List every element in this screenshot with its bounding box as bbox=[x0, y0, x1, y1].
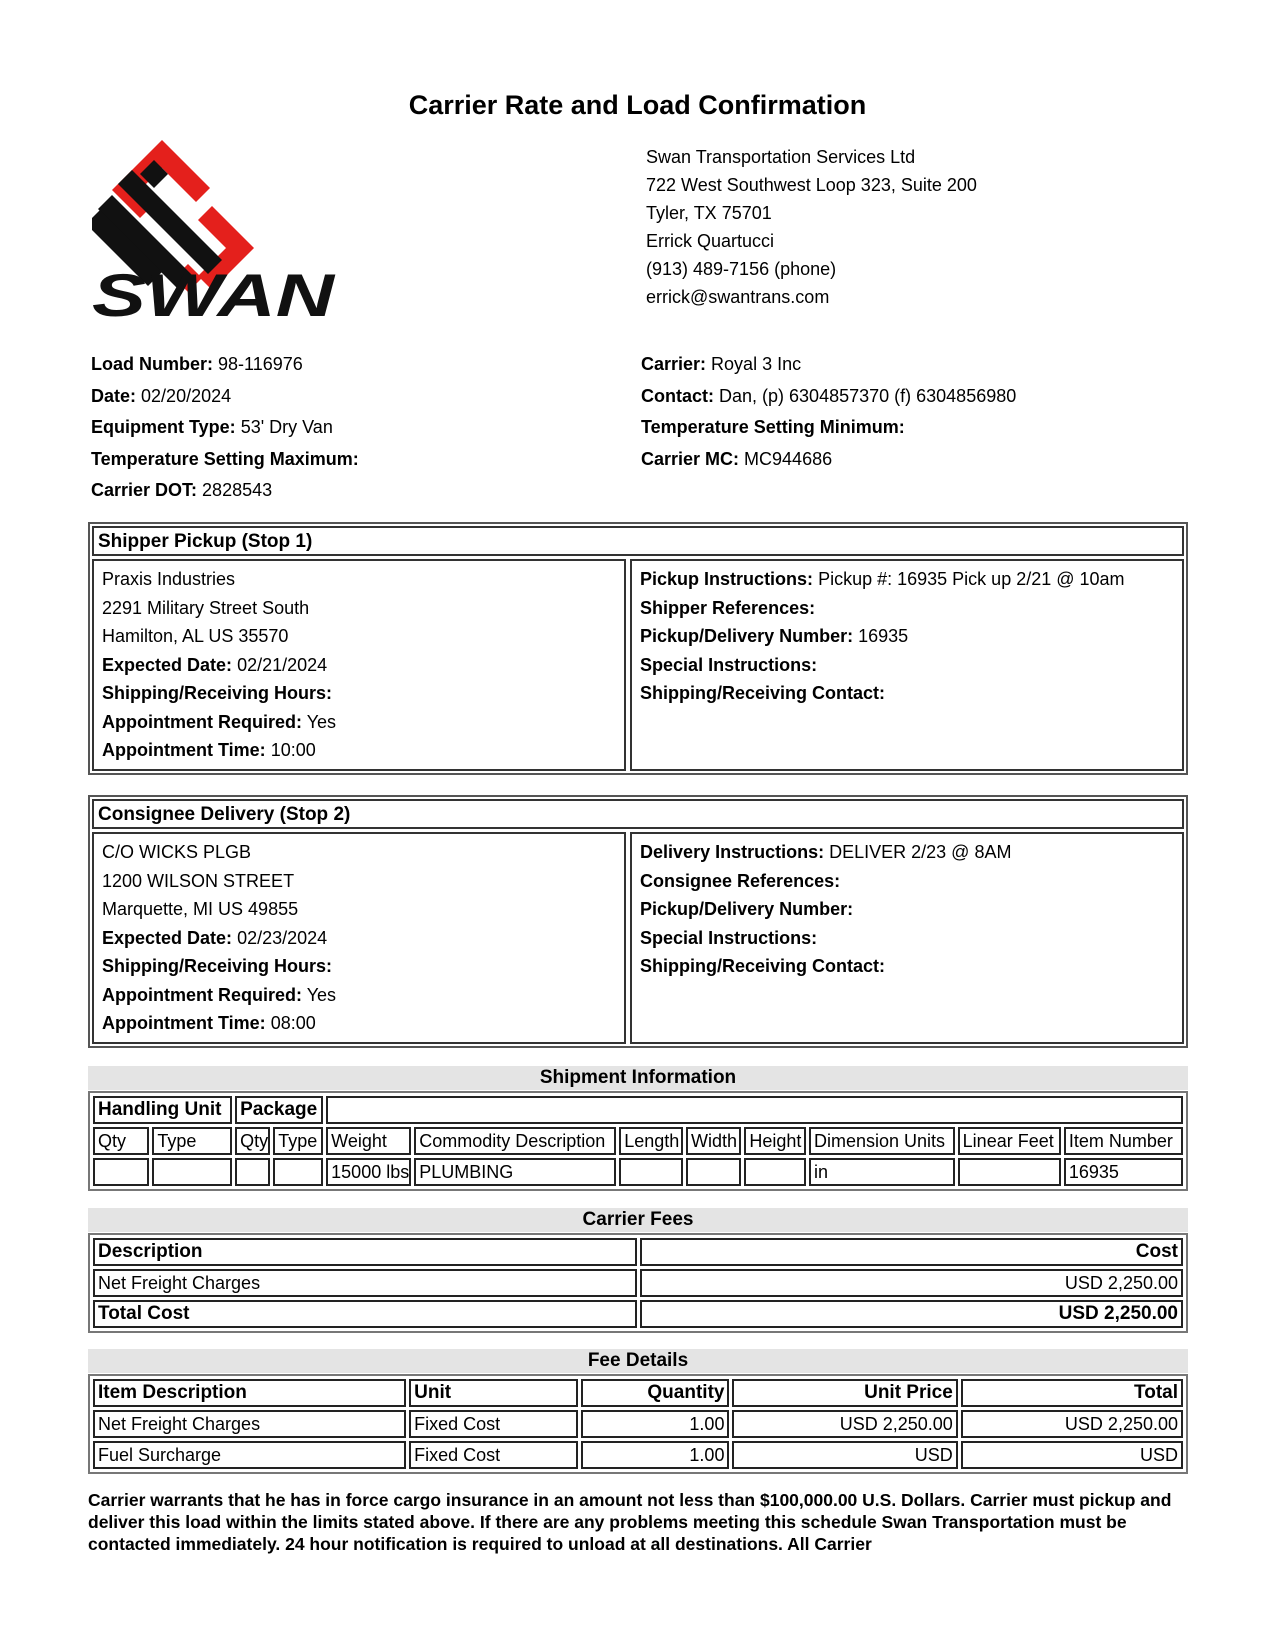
column-header: Weight bbox=[326, 1127, 411, 1155]
hours-label: Shipping/Receiving Hours: bbox=[102, 683, 333, 703]
table-cell: USD bbox=[961, 1441, 1183, 1469]
company-phone: (913) 489-7156 (phone) bbox=[646, 259, 837, 279]
mc-label: Carrier MC: bbox=[641, 448, 740, 469]
table-row bbox=[93, 1158, 1183, 1186]
table-cell: PLUMBING bbox=[414, 1158, 616, 1186]
table-cell: Fixed Cost bbox=[409, 1441, 578, 1469]
table-cell: in bbox=[809, 1158, 955, 1186]
company-contact: Errick Quartucci bbox=[646, 231, 775, 251]
column-header: Type bbox=[273, 1127, 323, 1155]
hours-label: Shipping/Receiving Hours: bbox=[102, 956, 333, 976]
pd-number-label: Pickup/Delivery Number: bbox=[640, 899, 854, 919]
mc-value: MC944686 bbox=[744, 448, 833, 469]
table-cell: USD bbox=[732, 1441, 957, 1469]
column-header: Length bbox=[619, 1127, 683, 1155]
column-header: Qty bbox=[93, 1127, 149, 1155]
date-label: Date: bbox=[91, 385, 137, 406]
table-cell: Fixed Cost bbox=[409, 1410, 578, 1438]
load-meta-left bbox=[91, 349, 359, 507]
table-cell bbox=[93, 1158, 149, 1186]
column-header: Qty bbox=[235, 1127, 270, 1155]
shipment-group-row bbox=[93, 1096, 1183, 1124]
column-header: Dimension Units bbox=[809, 1127, 955, 1155]
stop-name: C/O WICKS PLGB bbox=[102, 842, 252, 862]
table-cell bbox=[235, 1158, 270, 1186]
table-cell bbox=[686, 1158, 741, 1186]
swan-logo bbox=[92, 140, 342, 325]
column-header: Quantity bbox=[581, 1379, 729, 1407]
carrier-fees-table bbox=[88, 1233, 1188, 1333]
fee-description: Net Freight Charges bbox=[93, 1269, 637, 1297]
stop-instructions-col bbox=[630, 832, 1184, 1044]
table-cell: 1.00 bbox=[581, 1441, 729, 1469]
contact-value: Dan, (p) 6304857370 (f) 6304856980 bbox=[719, 385, 1017, 406]
expected-date: 02/23/2024 bbox=[237, 927, 328, 948]
section-header: Consignee Delivery (Stop 2) bbox=[92, 799, 1184, 829]
load-meta-right bbox=[641, 349, 1016, 475]
table-cell: Net Freight Charges bbox=[93, 1410, 406, 1438]
carrier-value: Royal 3 Inc bbox=[711, 354, 802, 374]
equipment-label: Equipment Type: bbox=[91, 417, 236, 437]
table-row bbox=[93, 1441, 1183, 1469]
column-header: Unit Price bbox=[732, 1379, 957, 1407]
dot-label: Carrier DOT: bbox=[91, 480, 198, 500]
dot-value: 2828543 bbox=[202, 480, 273, 500]
company-email[interactable]: errick@swantrans.com bbox=[646, 287, 830, 307]
page-title: Carrier Rate and Load Confirmation bbox=[408, 90, 867, 120]
table-cell: 1.00 bbox=[581, 1410, 729, 1438]
load-number: 98-116976 bbox=[218, 354, 303, 374]
table-cell bbox=[744, 1158, 806, 1186]
handling-unit-header: Handling Unit bbox=[93, 1096, 232, 1124]
appt-required-value: Yes bbox=[306, 711, 337, 732]
instructions-label: Pickup Instructions: bbox=[640, 569, 814, 589]
stop-instructions-col bbox=[630, 559, 1184, 771]
table-cell: Fuel Surcharge bbox=[93, 1441, 406, 1469]
shipment-table bbox=[88, 1091, 1188, 1191]
appt-time-value: 08:00 bbox=[270, 1013, 316, 1033]
consignee-delivery-section bbox=[88, 795, 1188, 1048]
company-name: Swan Transportation Services Ltd bbox=[646, 147, 916, 167]
column-header: Unit bbox=[409, 1379, 578, 1407]
pd-number-label: Pickup/Delivery Number: bbox=[640, 626, 854, 646]
stop-address1: 1200 WILSON STREET bbox=[102, 870, 295, 891]
column-header: Commodity Description bbox=[414, 1127, 616, 1155]
contact-label: Contact: bbox=[641, 385, 714, 406]
logo-wordmark: SWAN bbox=[92, 262, 337, 320]
column-header: Height bbox=[744, 1127, 806, 1155]
special-label: Special Instructions: bbox=[640, 654, 818, 675]
table-cell: USD 2,250.00 bbox=[732, 1410, 957, 1438]
column-header: Item Number bbox=[1064, 1127, 1183, 1155]
equipment-value: 53' Dry Van bbox=[240, 417, 333, 437]
expected-label: Expected Date: bbox=[102, 654, 233, 675]
company-info bbox=[646, 143, 977, 311]
pd-number-value: 16935 bbox=[858, 626, 909, 646]
fee-details-header-row bbox=[93, 1379, 1183, 1407]
stop-name: Praxis Industries bbox=[102, 569, 236, 589]
table-cell bbox=[958, 1158, 1061, 1186]
table-cell: 16935 bbox=[1064, 1158, 1183, 1186]
table-cell bbox=[619, 1158, 683, 1186]
total-value: USD 2,250.00 bbox=[640, 1300, 1184, 1328]
section-header: Shipper Pickup (Stop 1) bbox=[92, 526, 1184, 556]
total-label: Total Cost bbox=[93, 1300, 637, 1328]
column-header: Type bbox=[152, 1127, 232, 1155]
appt-time-value: 10:00 bbox=[270, 740, 316, 760]
appt-time-label: Appointment Time: bbox=[102, 1013, 266, 1033]
appt-time-label: Appointment Time: bbox=[102, 740, 266, 760]
references-label: Shipper References: bbox=[640, 597, 816, 618]
company-address1: 722 West Southwest Loop 323, Suite 200 bbox=[646, 175, 977, 195]
fees-header-row bbox=[93, 1238, 1183, 1266]
contact-label: Shipping/Receiving Contact: bbox=[640, 683, 886, 703]
fee-cost: USD 2,250.00 bbox=[640, 1269, 1184, 1297]
date-value: 02/20/2024 bbox=[141, 385, 232, 406]
table-cell: 15000 lbs bbox=[326, 1158, 411, 1186]
carrier-fees-header: Carrier Fees bbox=[88, 1208, 1188, 1232]
references-label: Consignee References: bbox=[640, 870, 841, 891]
contact-label: Shipping/Receiving Contact: bbox=[640, 956, 886, 976]
total-row bbox=[93, 1300, 1183, 1328]
shipment-info-header: Shipment Information bbox=[88, 1066, 1188, 1090]
table-cell bbox=[273, 1158, 323, 1186]
column-header: Item Description bbox=[93, 1379, 406, 1407]
package-header: Package bbox=[235, 1096, 323, 1124]
instructions-value: DELIVER 2/23 @ 8AM bbox=[829, 842, 1012, 862]
column-header: Total bbox=[961, 1379, 1183, 1407]
stop-address-col bbox=[92, 832, 626, 1044]
appt-required-value: Yes bbox=[306, 984, 337, 1005]
temp-max-label: Temperature Setting Maximum: bbox=[91, 448, 359, 469]
temp-min-label: Temperature Setting Minimum: bbox=[641, 417, 905, 437]
company-address2: Tyler, TX 75701 bbox=[646, 203, 772, 223]
instructions-value: Pickup #: 16935 Pick up 2/21 @ 10am bbox=[818, 569, 1125, 589]
stop-address2: Hamilton, AL US 35570 bbox=[102, 626, 289, 646]
table-cell bbox=[152, 1158, 232, 1186]
special-label: Special Instructions: bbox=[640, 927, 818, 948]
stop-address2: Marquette, MI US 49855 bbox=[102, 899, 299, 919]
shipment-column-row bbox=[93, 1127, 1183, 1155]
expected-label: Expected Date: bbox=[102, 927, 233, 948]
appt-required-label: Appointment Required: bbox=[102, 984, 302, 1005]
fee-details-header: Fee Details bbox=[88, 1349, 1188, 1373]
shipper-pickup-section bbox=[88, 522, 1188, 775]
instructions-label: Delivery Instructions: bbox=[640, 842, 825, 862]
table-row bbox=[93, 1410, 1183, 1438]
stop-address1: 2291 Military Street South bbox=[102, 597, 310, 618]
blank-header bbox=[326, 1096, 1183, 1124]
table-row bbox=[93, 1269, 1183, 1297]
column-header: Linear Feet bbox=[958, 1127, 1061, 1155]
expected-date: 02/21/2024 bbox=[237, 654, 328, 675]
load-number-label: Load Number: bbox=[91, 354, 214, 374]
column-header: Width bbox=[686, 1127, 741, 1155]
fee-details-table bbox=[88, 1374, 1188, 1474]
carrier-label: Carrier: bbox=[641, 354, 707, 374]
cost-header: Cost bbox=[640, 1238, 1184, 1266]
appt-required-label: Appointment Required: bbox=[102, 711, 302, 732]
stop-address-col bbox=[92, 559, 626, 771]
description-header: Description bbox=[93, 1238, 637, 1266]
terms-text: Carrier warrants that he has in force cargo insurance in an amount not less than $100,000.00 U.S. Dollars. Carrier must pickup and deliver this load within the limits stated above. If there are any problems meeting this schedule Swan Transportation must be contacted immediately. 24 hour notification is required to unload at all destinations. All Carrier bbox=[88, 1490, 1172, 1554]
table-cell: USD 2,250.00 bbox=[961, 1410, 1183, 1438]
